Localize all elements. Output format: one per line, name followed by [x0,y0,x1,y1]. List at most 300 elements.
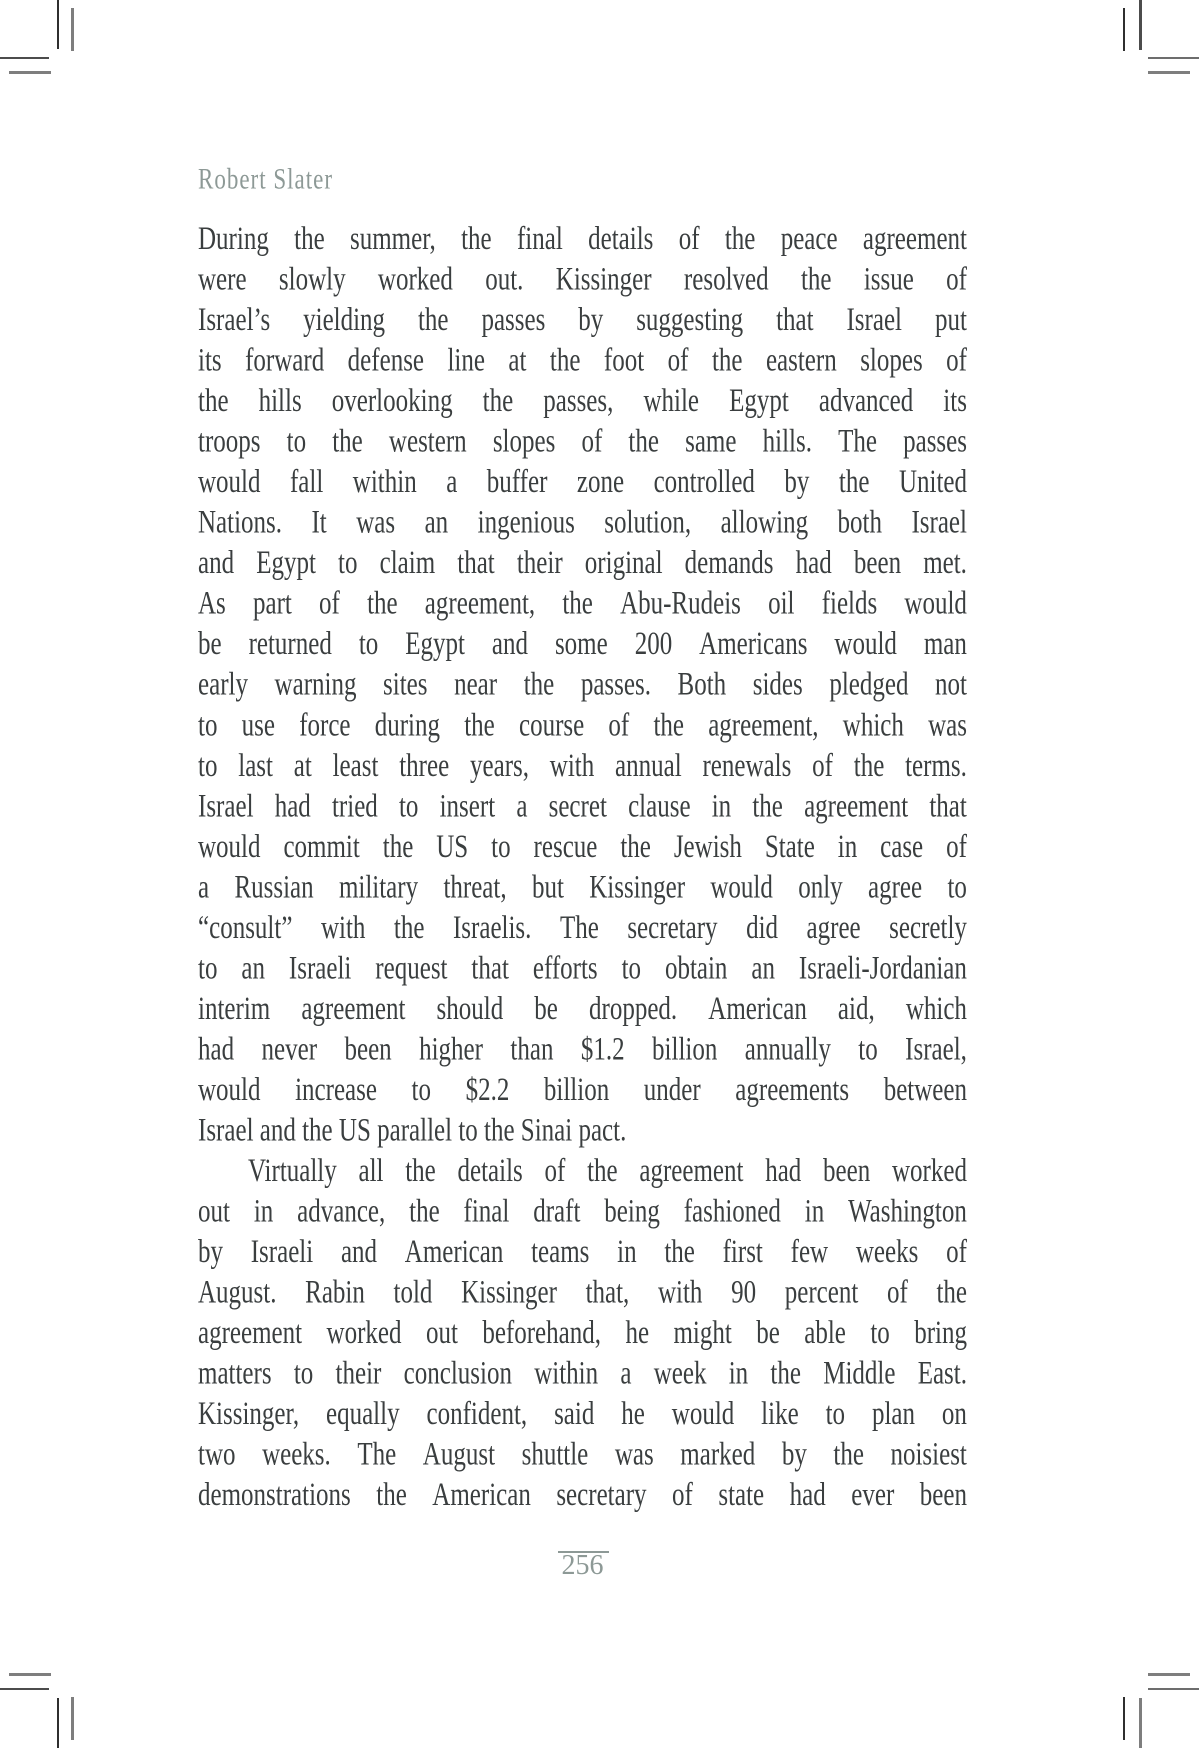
word: Egypt [729,383,789,419]
word: of [678,221,700,257]
word: and [491,626,528,663]
text-line [198,462,967,503]
text-line [198,1191,967,1232]
word: a [516,788,528,825]
word: put [934,302,967,338]
word: and [340,1234,378,1270]
word: Israel [198,788,254,825]
word: insert [439,788,496,825]
word: first [722,1234,763,1270]
word: to [293,1356,314,1392]
word: during [374,707,441,744]
text-line [198,1232,967,1273]
word: final [463,1194,510,1230]
text-line [198,867,967,908]
word: Kissinger [555,262,652,298]
word: early [198,667,248,703]
crop-mark-tl-v-outer [71,8,74,51]
word: under [643,1072,701,1108]
word: to [411,1072,431,1108]
word: the [382,829,414,865]
word: ever [851,1477,895,1513]
body-text [198,219,967,1516]
word: would [904,586,967,622]
text-line [198,1353,967,1394]
word: while [643,383,699,419]
word: pledged [829,667,909,703]
word: “consult” [198,910,293,946]
word: near [454,667,498,703]
word: by [781,1437,807,1473]
word: the [409,1194,440,1230]
text-line [198,219,967,260]
word: $2.2 [465,1072,510,1108]
word: at [293,748,312,784]
word: fall [289,464,324,501]
word: agreement [639,1153,744,1189]
word: Israel’s [198,302,271,338]
word: clause [628,788,691,825]
word: of [946,829,967,865]
word: secretary [556,1477,647,1513]
word: the [838,464,870,501]
word: that [471,950,509,987]
word: would [671,1396,735,1432]
crop-mark-bl-h-outer [9,1673,51,1676]
word: the [376,1477,407,1513]
word: been [344,1031,392,1068]
word: been [919,1477,967,1513]
crop-mark-tl-h-outer [9,71,51,74]
word: matters [198,1356,272,1392]
word: advance, [297,1194,386,1230]
word: hills. [762,424,812,460]
word: dropped. [589,991,678,1027]
word: in [728,1356,749,1392]
word: worked [377,262,453,298]
crop-mark-br-v-outer [1139,1698,1142,1748]
word: was [928,707,967,744]
word: renewals [702,748,792,784]
word: advanced [818,383,914,419]
word: annual [615,748,682,784]
word: 90 [731,1275,757,1311]
word: marked [680,1437,756,1473]
word: equally [325,1396,400,1432]
word: was [356,505,396,541]
word: The [838,424,877,460]
word: the [620,829,651,865]
word: Egypt [405,626,465,663]
word: weeks. [262,1437,331,1473]
word: a [198,869,210,906]
word: passes, [543,383,614,419]
word: out. [485,262,524,298]
word: of [672,1477,693,1513]
word: East. [917,1356,967,1392]
word: Both [677,667,727,703]
word: higher [419,1031,483,1068]
text-line [198,1151,967,1192]
word: its [943,383,967,419]
word: had [795,545,832,582]
word: solution, [604,505,692,541]
word: original [584,545,663,582]
word: military [338,869,419,906]
crop-mark-bl-v-outer [71,1697,74,1740]
word: had [789,1477,826,1513]
crop-mark-tr-h-outer [1148,71,1190,74]
word: teams [531,1234,590,1270]
text-line [198,827,967,868]
word: to [870,1315,890,1351]
word: be [534,991,558,1027]
word: fashioned [683,1194,781,1230]
crop-mark-tl-h-inner [0,57,49,59]
crop-mark-tl-v-inner [57,0,59,49]
word: Washington [848,1194,967,1230]
word: confident, [426,1396,528,1432]
word: passes. [580,667,651,703]
word: increase [295,1072,377,1108]
word: Kissinger [461,1275,557,1311]
word: agreement [301,991,406,1027]
word: 200 [634,626,673,663]
word: interim [198,991,271,1027]
word: that, [585,1275,630,1311]
word: weeks [855,1234,919,1270]
word: be [756,1315,780,1351]
word: agreements [735,1072,850,1108]
word: to [825,1396,846,1432]
text-line [198,624,967,665]
word: the [464,707,495,744]
word: line [447,343,485,379]
text-line [198,1313,967,1354]
word: Israeli [288,950,352,987]
word: out [198,1194,230,1230]
text-line [198,1394,967,1435]
word: the [523,667,555,703]
word: he [625,1315,650,1351]
word: American [404,1234,504,1270]
text-line [198,300,967,341]
word: to [198,707,218,744]
word: agree [806,910,861,946]
word: returned [248,626,332,663]
word: the [724,221,756,257]
word: of [946,262,967,298]
word: sites [383,667,428,703]
word: to [198,748,218,784]
word: within [534,1356,599,1392]
word: As [198,586,226,622]
word: be [198,626,222,663]
text-line [198,908,967,949]
word: the [653,707,684,744]
crop-mark-br-v-inner [1123,1697,1125,1740]
crop-mark-tr-v-inner [1123,8,1125,51]
word: American [432,1477,531,1513]
text-line [198,1475,967,1516]
word: August [422,1437,496,1473]
word: been [853,545,902,582]
word: three [399,748,450,784]
word: sides [752,667,803,703]
word: to [358,626,379,663]
word: plan [871,1396,915,1432]
word: the [770,1356,801,1392]
word: It [311,505,327,541]
word: the [628,424,659,460]
word: of [608,707,630,744]
word: being [604,1194,660,1230]
word: would [198,464,261,501]
text-line [198,422,967,463]
text-line [198,1272,967,1313]
word: slowly [278,262,346,298]
word: to [947,869,967,906]
word: same [685,424,737,460]
word: like [761,1396,799,1432]
text-line [198,381,967,422]
word: suggesting [636,302,744,338]
word: in [253,1194,274,1230]
word: to [858,1031,878,1068]
word: billion [543,1072,610,1108]
word: Israel, [905,1031,967,1068]
word: was [614,1437,654,1473]
word: request [375,950,448,987]
word: by [198,1234,223,1270]
word: slopes [492,424,556,460]
word: of [946,343,967,379]
word: Kissinger, [198,1396,300,1432]
word: yielding [303,302,386,338]
word: not [935,667,967,703]
word: had [198,1031,235,1068]
word: the [562,586,593,622]
word: to [338,545,358,582]
word: man [923,626,967,663]
text-line [198,948,967,989]
word: of [581,424,603,460]
word: Abu-Rudeis [620,586,741,622]
word: an [241,950,265,987]
text-line [198,1070,967,1111]
word: met. [923,545,967,582]
word: bring [914,1315,967,1351]
word: The [559,910,599,946]
text-line [198,260,967,301]
word: to [198,950,218,987]
word: did [746,910,779,946]
word: in [837,829,858,865]
word: which [842,707,904,744]
word: course [518,707,585,744]
word: said [554,1396,595,1432]
word: allowing [720,505,809,541]
word: but [531,869,564,906]
word: Israel [911,505,967,541]
word: rescue [533,829,598,865]
word: Israeli-Jordanian [798,950,967,987]
word: $1.2 [580,1031,625,1068]
word: aid, [837,991,875,1027]
word: conclusion [403,1356,512,1392]
word: the [461,221,492,257]
word: threat, [443,869,507,906]
word: issue [863,262,914,298]
text-line [198,665,967,706]
word: During [198,221,269,257]
word: their [516,545,563,582]
text-line [198,543,967,584]
word: of [946,1234,967,1270]
word: in [711,788,732,825]
word: the [936,1275,967,1311]
word: should [436,991,504,1027]
word: between [883,1072,967,1108]
word: never [261,1031,318,1068]
text-line [198,584,967,625]
word: than [510,1031,554,1068]
word: the [482,383,514,419]
word: buffer [486,464,548,501]
word: agreement [862,221,967,257]
word: efforts [532,950,598,987]
word: percent [784,1275,859,1311]
word: had [765,1153,802,1189]
crop-mark-bl-v-inner [57,1698,59,1748]
word: were [198,262,247,298]
word: western [388,424,467,460]
word: slopes [860,343,923,379]
word: had [274,788,311,825]
word: of [812,748,833,784]
word: overlooking [331,383,453,419]
word: obtain [664,950,728,987]
word: shuttle [521,1437,589,1473]
word: Egypt [256,545,316,582]
word: passes [903,424,967,460]
word: ingenious [477,505,575,541]
word: the [332,424,363,460]
word: Virtually [248,1153,337,1189]
word: years, [470,748,529,784]
word: demonstrations [198,1477,351,1513]
word: billion [652,1031,718,1068]
crop-mark-br-h-outer [1148,1673,1190,1676]
word: tried [331,788,378,825]
word: demands [684,545,774,582]
word: terms. [905,748,967,784]
word: by [784,464,810,501]
word: that [929,788,967,825]
word: warning [274,667,357,703]
word: beforehand, [482,1315,602,1351]
word: to [286,424,307,460]
text-line [198,989,967,1030]
word: with [657,1275,703,1311]
word: only [798,869,843,906]
word: details [457,1153,523,1189]
word: some [554,626,608,663]
word: week [653,1356,707,1392]
word: passes [481,302,546,338]
word: the [752,788,783,825]
word: United [898,464,967,501]
word: of [544,1153,566,1189]
crop-mark-br-h-inner [1148,1688,1199,1690]
word: to [621,950,642,987]
word: the [664,1234,695,1270]
word: agreement [198,1315,303,1351]
word: the [417,302,449,338]
word: might [673,1315,732,1351]
word: and [198,545,235,582]
word: hills [258,383,302,419]
word: the [800,262,832,298]
word: The [357,1437,397,1473]
text-line [198,341,967,382]
word: with [320,910,366,946]
word: of [319,586,340,622]
text-line [198,786,967,827]
word: secretly [889,910,967,946]
word: agreement, [424,586,536,622]
word: commit [283,829,360,865]
word: worked [326,1315,402,1351]
word: forward [245,343,325,379]
word: fields [821,586,878,622]
word: Israelis. [452,910,532,946]
word: worked [891,1153,967,1189]
text-line [198,1435,967,1476]
word: both [837,505,882,541]
word: troops [198,424,261,460]
word: on [941,1396,967,1432]
text-line: Israel and the US parallel to the Sinai pact. [198,1112,627,1149]
word: he [621,1396,645,1432]
word: of [886,1275,908,1311]
word: oil [768,586,795,622]
word: Jewish [673,829,742,865]
word: part [252,586,292,622]
word: peace [780,221,838,257]
word: details [588,221,654,257]
word: few [790,1234,829,1270]
word: all [358,1153,384,1189]
word: zone [576,464,625,501]
word: final [516,221,563,257]
crop-mark-bl-h-inner [0,1688,49,1690]
word: Israeli [250,1234,314,1270]
word: the [198,383,229,419]
word: Americans [699,626,808,663]
text-line [198,705,967,746]
word: by [578,302,604,338]
word: an [424,505,449,541]
word: eastern [765,343,837,379]
word: in [804,1194,825,1230]
word: would [198,829,261,865]
word: State [764,829,815,865]
word: Middle [823,1356,896,1392]
crop-mark-tr-v-outer [1139,0,1142,50]
word: their [335,1356,382,1392]
word: out [425,1315,458,1351]
